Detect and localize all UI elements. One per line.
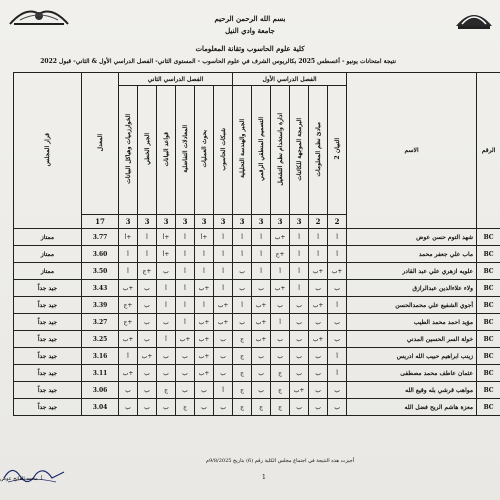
subject-header: شبكات الحاسوب — [219, 127, 227, 171]
student-name-cell: أجوي الشفيع علي محمدالحسن — [347, 297, 477, 314]
grade-cell: ب — [157, 399, 176, 416]
grade-cell: أ — [309, 229, 328, 246]
credit-units-cell: 3 — [290, 215, 309, 229]
grade-cell: ج — [252, 399, 271, 416]
grade-cell: أ — [157, 297, 176, 314]
grade-cell: ب — [157, 365, 176, 382]
student-row — [14, 399, 500, 416]
student-index-cell: BC — [477, 382, 500, 399]
grade-cell: ب — [138, 365, 157, 382]
subject-header: الخوارزميات وهياكل البيانات — [124, 114, 132, 184]
subject-header-cell — [138, 86, 157, 215]
grade-cell: أ — [176, 280, 195, 297]
grade-cell: ب — [328, 382, 347, 399]
student-name-cell: شهد التوم حسن عوض — [347, 229, 477, 246]
student-index-cell: BC — [477, 365, 500, 382]
student-row — [14, 280, 500, 297]
grade-cell: ب — [252, 382, 271, 399]
grade-cell: أ — [233, 229, 252, 246]
grade-cell: أ — [309, 246, 328, 263]
approval-note: أجيزت هذه النتيجة في اجتماع مجلس الكلية رقم (6) بتاريخ 9/8/2025م — [205, 458, 355, 464]
student-row — [14, 297, 500, 314]
grade-cell: ب+ — [214, 297, 233, 314]
average-cell: 3.16 — [82, 348, 119, 365]
decision-cell: جيد جداً — [14, 280, 82, 297]
student-row — [14, 246, 500, 263]
grade-cell: ب+ — [138, 348, 157, 365]
subject-header-cell — [195, 86, 214, 215]
credit-units-cell: 3 — [195, 215, 214, 229]
average-cell: 3.04 — [82, 399, 119, 416]
grade-cell: ب — [252, 365, 271, 382]
subject-header: قواعد البيانات — [162, 131, 170, 167]
grade-cell: أ — [176, 229, 195, 246]
subject-header-cell — [252, 86, 271, 215]
student-name-cell: زينب ابراهيم حبيب الله ادريس — [347, 348, 477, 365]
grade-cell: ب+ — [252, 331, 271, 348]
grade-cell: ب — [157, 263, 176, 280]
grade-cell: أ — [157, 331, 176, 348]
basmala: بسم الله الرحمن الرحيم — [214, 14, 286, 23]
units-total: 17 — [82, 215, 119, 229]
grade-cell: ب — [290, 297, 309, 314]
grade-cell: ج+ — [271, 246, 290, 263]
grade-cell: ب — [233, 280, 252, 297]
grade-cell: ب — [328, 399, 347, 416]
grade-cell: أ — [157, 280, 176, 297]
grade-cell: ج+ — [119, 297, 138, 314]
decision-cell: جيد جداً — [14, 314, 82, 331]
grade-cell: أ — [138, 246, 157, 263]
grade-cell: ب+ — [271, 229, 290, 246]
grade-cell: أ — [290, 246, 309, 263]
decision-cell: جيد جداً — [14, 331, 82, 348]
grade-cell: أ — [176, 314, 195, 331]
credit-units-cell: 3 — [176, 215, 195, 229]
subject-header: التبيان 2 — [333, 138, 341, 160]
grade-cell: ب — [290, 399, 309, 416]
grade-cell: أ — [252, 229, 271, 246]
grade-cell: أ — [252, 246, 271, 263]
grade-cell: ب — [309, 348, 328, 365]
grade-cell: ج — [271, 365, 290, 382]
grade-cell: ب+ — [252, 297, 271, 314]
student-name-cell: خولة السر الحسين المدني — [347, 331, 477, 348]
grade-cell: ب — [290, 314, 309, 331]
grade-cell: ب+ — [195, 348, 214, 365]
student-index-cell: BC — [477, 297, 500, 314]
grade-cell: أ+ — [195, 229, 214, 246]
grade-cell: أ — [195, 297, 214, 314]
subject-header: الجبر الخطي — [143, 133, 151, 165]
grade-cell: ب — [309, 365, 328, 382]
student-row — [14, 331, 500, 348]
grade-cell: ب — [176, 365, 195, 382]
grade-cell: ب — [328, 331, 347, 348]
subject-header-cell — [290, 86, 309, 215]
grade-cell: ب+ — [195, 314, 214, 331]
average-cell: 3.43 — [82, 280, 119, 297]
grade-cell: ج — [233, 365, 252, 382]
student-row — [14, 314, 500, 331]
grade-cell: ب — [195, 399, 214, 416]
grade-cell: ب — [290, 348, 309, 365]
subject-header: الجبر والهندسة التحليلية — [238, 119, 246, 179]
grade-cell: ب+ — [309, 331, 328, 348]
decision-header: قرار المجلس — [44, 132, 51, 167]
grade-cell: أ — [119, 263, 138, 280]
grade-cell: ب+ — [214, 314, 233, 331]
student-index-cell: BC — [477, 246, 500, 263]
grade-cell: ب — [309, 314, 328, 331]
subject-header: المعادلات التفاضلية — [181, 125, 189, 173]
decision-cell: ممتاز — [14, 229, 82, 246]
grade-cell: أ — [195, 263, 214, 280]
credit-units-cell: 3 — [252, 215, 271, 229]
grade-cell: ب — [138, 382, 157, 399]
grade-cell: ب — [195, 382, 214, 399]
grade-cell: ج — [233, 399, 252, 416]
subject-header-cell — [119, 86, 138, 215]
grade-cell: أ+ — [119, 229, 138, 246]
grade-cell: ب — [233, 314, 252, 331]
decision-cell: جيد جداً — [14, 297, 82, 314]
grade-cell: ب — [119, 399, 138, 416]
grade-cell: أ — [328, 365, 347, 382]
grade-cell: ج — [176, 399, 195, 416]
average-cell: 3.39 — [82, 297, 119, 314]
grade-cell: ب — [328, 280, 347, 297]
grade-cell: ب — [252, 348, 271, 365]
average-cell: 3.50 — [82, 263, 119, 280]
name-header: الاسم — [347, 73, 477, 229]
subject-header: التصميم المنطقي الرقمي — [257, 117, 265, 181]
grade-cell: ب+ — [119, 365, 138, 382]
average-cell: 3.77 — [82, 229, 119, 246]
grade-cell: أ — [328, 348, 347, 365]
grade-cell: ب — [138, 280, 157, 297]
index-header: الرقم — [477, 73, 500, 229]
grade-cell: أ — [328, 246, 347, 263]
subject-header-cell — [309, 86, 328, 215]
grade-cell: ب+ — [290, 382, 309, 399]
credit-units-cell: 3 — [233, 215, 252, 229]
credit-units-cell: 2 — [309, 215, 328, 229]
semester1-header: الفصل الدراسي الأول — [233, 73, 347, 86]
grade-cell: ب+ — [119, 331, 138, 348]
student-index-cell: BC — [477, 348, 500, 365]
grade-cell: أ — [176, 297, 195, 314]
grade-cell: أ — [271, 314, 290, 331]
student-index-cell: BC — [477, 399, 500, 416]
subject-header-cell — [157, 86, 176, 215]
subject-header-cell — [328, 86, 347, 215]
credit-units-cell: 2 — [328, 215, 347, 229]
credit-units-cell: 3 — [138, 215, 157, 229]
credit-units-cell: 3 — [119, 215, 138, 229]
exam-title: نتيجة امتحانات يونيو - أغسطس 2025 بكالريوس الشرف في علوم الحاسوب - المستوى الثاني- الفصل الدراسي الأول & الثاني- قبول 2022 — [40, 58, 396, 65]
grade-cell: ب — [157, 314, 176, 331]
grade-cell: أ — [214, 246, 233, 263]
subject-header-cell — [271, 86, 290, 215]
grade-cell: ج — [271, 399, 290, 416]
page-number: 1 — [262, 474, 266, 481]
grade-cell: ب+ — [309, 297, 328, 314]
grade-cell: ب — [271, 297, 290, 314]
grade-cell: ب — [214, 399, 233, 416]
grade-cell: ب — [252, 280, 271, 297]
grade-cell: ب+ — [195, 365, 214, 382]
grade-cell: ب — [290, 365, 309, 382]
signature — [0, 460, 70, 490]
grade-cell: أ — [176, 246, 195, 263]
subject-header-cell — [233, 86, 252, 215]
grade-cell: ب — [138, 314, 157, 331]
grade-cell: ب — [271, 331, 290, 348]
student-row — [14, 348, 500, 365]
grade-cell: أ — [290, 229, 309, 246]
grade-cell: أ — [176, 263, 195, 280]
average-cell: 3.11 — [82, 365, 119, 382]
grade-cell: أ — [328, 297, 347, 314]
decision-cell: جيد جداً — [14, 348, 82, 365]
grade-cell: أ — [195, 246, 214, 263]
decision-cell: ممتاز — [14, 263, 82, 280]
student-name-cell: عثمان عاطف محمد مصطفى — [347, 365, 477, 382]
university-logo-right — [452, 2, 496, 32]
average-cell: 3.60 — [82, 246, 119, 263]
subject-header: ادارة واستخدام نظم التشغيل — [276, 112, 284, 186]
grade-cell: أ — [252, 263, 271, 280]
grade-cell: ب — [214, 348, 233, 365]
grade-cell: ب — [214, 365, 233, 382]
student-name-cell: ولاء علاءالدين عبدالرازق — [347, 280, 477, 297]
grade-cell: ب — [176, 382, 195, 399]
grade-cell: أ+ — [157, 229, 176, 246]
student-row — [14, 263, 500, 280]
student-index-cell: BC — [477, 263, 500, 280]
student-index-cell: BC — [477, 280, 500, 297]
decision-cell: ممتاز — [14, 246, 82, 263]
grade-cell: أ — [119, 246, 138, 263]
grade-cell: ب+ — [176, 331, 195, 348]
results-table — [13, 72, 500, 416]
grade-cell: أ — [214, 280, 233, 297]
grade-cell: ب — [328, 314, 347, 331]
grade-cell: ج+ — [138, 263, 157, 280]
grade-cell: ب+ — [195, 331, 214, 348]
credit-units-cell: 3 — [157, 215, 176, 229]
faculty-name: كلية علوم الحاسوب وتقانة المعلومات — [195, 44, 305, 53]
grade-cell: ج — [233, 331, 252, 348]
grade-cell: أ+ — [157, 246, 176, 263]
grade-cell: ب — [309, 382, 328, 399]
subject-header: بحوث العمليات — [200, 130, 208, 168]
average-cell: 3.25 — [82, 331, 119, 348]
grade-cell: أ — [138, 229, 157, 246]
grade-cell: ج — [233, 382, 252, 399]
grade-cell: ب — [309, 399, 328, 416]
semester2-header: الفصل الدراسي الثاني — [119, 73, 233, 86]
credit-units-cell: 3 — [214, 215, 233, 229]
grade-cell: ب — [214, 331, 233, 348]
student-name-cell: مواهب قرشي بله وقيع الله — [347, 382, 477, 399]
subject-header-cell — [214, 86, 233, 215]
grade-cell: ب — [138, 331, 157, 348]
subject-header-cell — [176, 86, 195, 215]
grade-cell: أ — [290, 263, 309, 280]
grade-cell: أ — [214, 382, 233, 399]
student-name-cell: علويه ازهري علي عبد القادر — [347, 263, 477, 280]
decision-cell: جيد جداً — [14, 382, 82, 399]
grade-cell: أ — [233, 246, 252, 263]
grade-cell: أ — [328, 229, 347, 246]
grade-cell: أ — [233, 297, 252, 314]
subject-header: البرمجة الموجهة للكائنات — [295, 117, 303, 181]
student-name-cell: ماب علي جعفر محمد — [347, 246, 477, 263]
grade-cell: ب+ — [252, 314, 271, 331]
signatory-name: أ. محمد الفاتح عوض — [0, 476, 43, 482]
grade-cell: ب — [271, 348, 290, 365]
student-row — [14, 365, 500, 382]
grade-cell: أ — [271, 263, 290, 280]
grade-cell: أ — [214, 263, 233, 280]
university-name: جامعة وادي النيل — [225, 26, 275, 35]
grade-cell: ج — [233, 348, 252, 365]
grade-cell: ب — [138, 399, 157, 416]
credit-units-cell: 3 — [271, 215, 290, 229]
decision-cell: جيد جداً — [14, 399, 82, 416]
grade-cell: ب — [290, 331, 309, 348]
student-name-cell: مؤيد احمد محمد الطيب — [347, 314, 477, 331]
grade-cell: ج+ — [119, 314, 138, 331]
grade-cell: ب+ — [195, 280, 214, 297]
decision-header-cell — [14, 73, 82, 229]
grade-cell: ب — [176, 348, 195, 365]
grade-cell: أ — [214, 229, 233, 246]
student-name-cell: معزة هاشم الريح فضل الله — [347, 399, 477, 416]
grade-cell: ب+ — [328, 263, 347, 280]
student-index-cell: BC — [477, 331, 500, 348]
grade-cell: ج — [157, 382, 176, 399]
student-row — [14, 382, 500, 399]
grade-cell: ب+ — [309, 263, 328, 280]
grade-cell: أ — [290, 280, 309, 297]
university-logo-left — [6, 4, 72, 30]
average-header-cell — [82, 73, 119, 215]
grade-cell: ب — [157, 348, 176, 365]
average-header: المعدل — [96, 133, 104, 152]
grade-cell: ب — [233, 263, 252, 280]
student-row — [14, 229, 500, 246]
grade-cell: ب+ — [271, 280, 290, 297]
grade-cell: ج — [271, 382, 290, 399]
average-cell: 3.06 — [82, 382, 119, 399]
student-index-cell: BC — [477, 314, 500, 331]
student-index-cell: BC — [477, 229, 500, 246]
average-cell: 3.27 — [82, 314, 119, 331]
decision-cell: جيد جداً — [14, 365, 82, 382]
grade-cell: ب+ — [119, 280, 138, 297]
subject-header: مبادئ نظم المعلومات — [314, 121, 322, 177]
grade-cell: أ — [119, 348, 138, 365]
grade-cell: ب — [119, 382, 138, 399]
results-table-wrapper — [13, 72, 500, 492]
grade-cell: ب — [138, 297, 157, 314]
grade-cell: ب — [309, 280, 328, 297]
